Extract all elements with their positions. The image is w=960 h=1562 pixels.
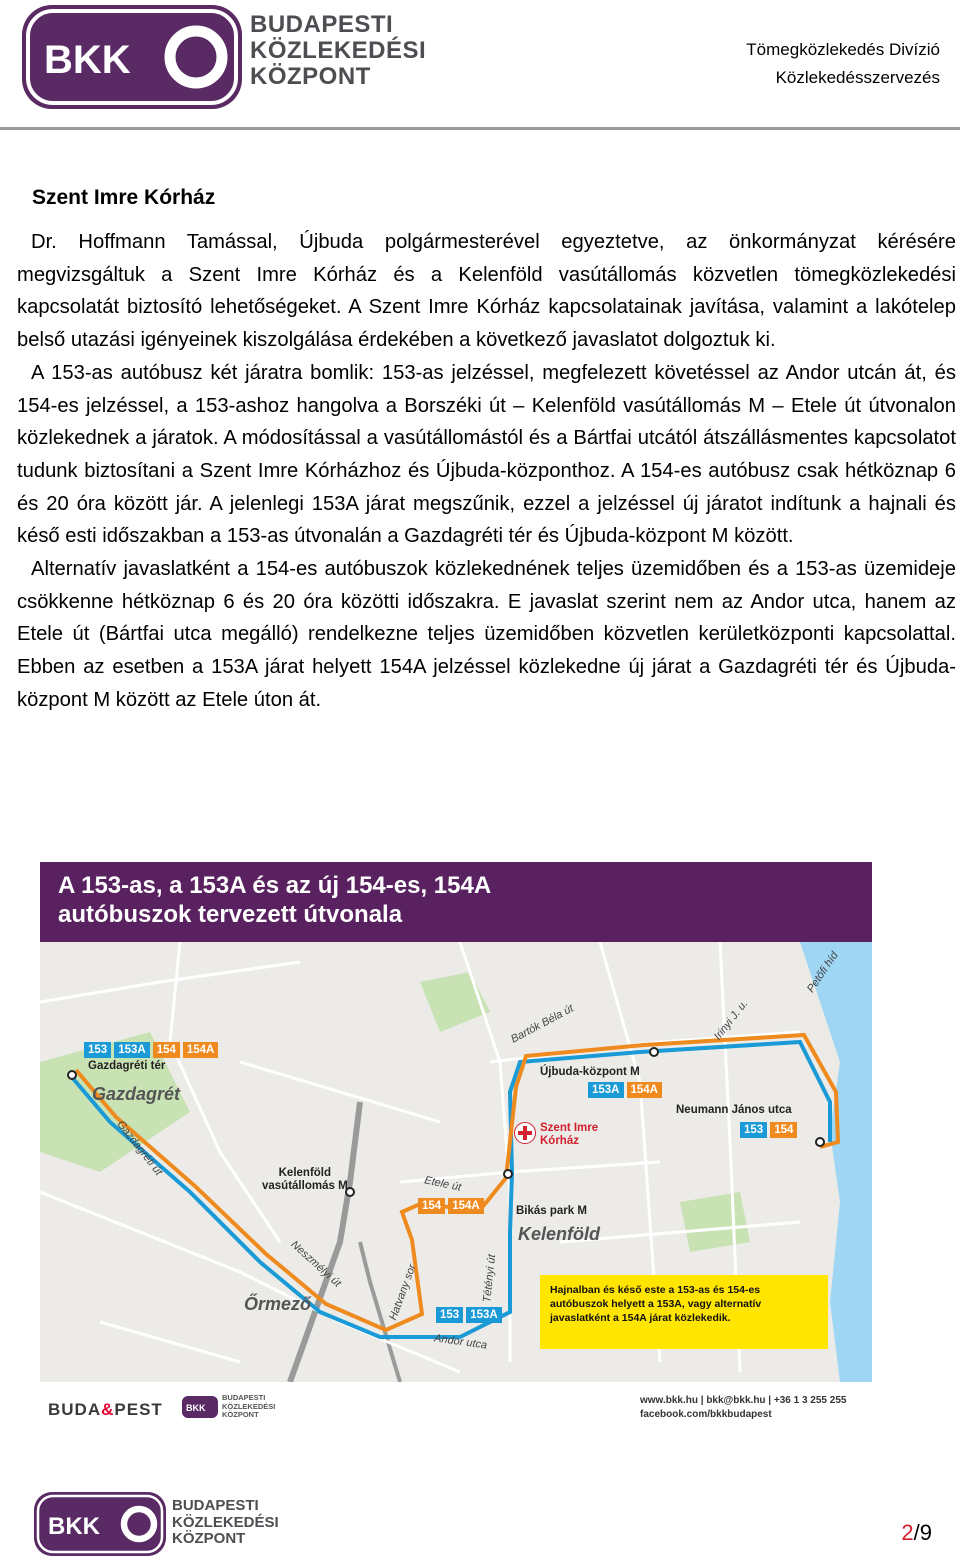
- street-label: Irinyi J. u.: [711, 997, 751, 1043]
- street-label: Gazdagréti út: [114, 1118, 165, 1178]
- street-label: Andor utca: [433, 1332, 488, 1352]
- svg-text:BKK: BKK: [48, 1513, 100, 1540]
- section-heading: Szent Imre Kórház: [32, 186, 216, 209]
- stop-label-neumann: Neumann János utca: [676, 1104, 792, 1116]
- route-badges-ujbuda: 153A 154A: [588, 1082, 662, 1098]
- route-badges-neumann: 153 154: [740, 1122, 797, 1138]
- map-title: A 153-as, a 153A és az új 154-es, 154A autóbuszok tervezett útvonala: [58, 872, 492, 928]
- area-label-gazdagret: Gazdagrét: [92, 1084, 181, 1104]
- bkk-logo-small: [182, 1396, 218, 1418]
- route-badges-andor: 153 153A: [436, 1307, 502, 1323]
- hospital-label: Szent Imre Kórház: [540, 1122, 599, 1147]
- contact-info: www.bkk.hu | bkk@bkk.hu | +36 1 3 255 255 facebook.com/bkkbudapest: [640, 1395, 847, 1420]
- bkk-logo-footer: [34, 1492, 166, 1556]
- park-area: [680, 1192, 750, 1252]
- street-label: Tétényi út: [481, 1253, 499, 1304]
- hospital-icon: [514, 1122, 536, 1144]
- org-name: BUDAPESTI KÖZLEKEDÉSI KÖZPONT: [250, 11, 427, 90]
- street-label: Bartók Béla út: [508, 1002, 576, 1046]
- document-body: [17, 226, 956, 717]
- org-name-small: BUDAPESTI KÖZLEKEDÉSI KÖZPONT: [222, 1393, 276, 1419]
- stop-label-gazdagret: Gazdagréti tér: [88, 1060, 166, 1072]
- stop-label-ujbuda: Újbuda-központ M: [540, 1066, 640, 1078]
- stop-label-bikas: Bikás park M: [516, 1205, 587, 1217]
- route-badges-etele: 154 154A: [418, 1198, 484, 1214]
- bkk-logo: [22, 5, 242, 109]
- paragraph: A 153-as autóbusz két járatra bomlik: 153-as jelzéssel, megfelezett követéssel az Andor utcán át, és 154-es jelzéssel, a 153-ashoz hangolva a Borszéki út – Kelenföld vasútállomás M – Etele út útvonalon közlekednek a járatok. A módosítással a vasútállomástól és a Bártfai utcától átszállásmentes kapcsolatot tudunk biztosítani a Szent Imre Kórházhoz és Újbuda-központhoz. A 154-es autóbusz csak hétköznap 6 és 20 óra között jár. A jelenlegi 153A járat megszűnik, ezzel a jelzéssel új járatot indítunk a hajnali és késő esti időszakban a 153-as útvonalán a Gazdagréti tér és Újbuda-központ M között.: [17, 361, 956, 548]
- svg-text:BKK: BKK: [186, 1403, 206, 1413]
- page-number: 2/9: [901, 1520, 932, 1545]
- route-map: [40, 862, 872, 1440]
- area-label-ormezo: Őrmező: [244, 1294, 312, 1314]
- division-info: Tömegközlekedés Divízió Közlekedésszervezés: [746, 40, 940, 87]
- map-note: Hajnalban és késő este a 153-as és 154-es autóbuszok helyett a 153A, vagy alternatív javaslatként a 154A járat közlekedik.: [540, 1275, 828, 1349]
- paragraph: Alternatív javaslatként a 154-es autóbuszok közlekednének teljes üzemidőben és a 153-as üzemideje csökkenne hétköznap 6 és 20 óra közötti időszakra. E javaslat szerint nem az Andor utca, hanem az Etele út (Bártfai utca megálló) rendelkezne teljes üzemidőben közvetlen kerületközponti kapcsolattal. Ebben az esetben a 153A járat helyett 154A jelzéssel közlekedne új járat a Gazdagréti tér és Újbuda-központ M között az Etele úton át.: [17, 558, 956, 711]
- page-footer: [0, 1480, 960, 1562]
- map-title-bar: [40, 862, 872, 942]
- page-header: [0, 0, 960, 130]
- paragraph: Dr. Hoffmann Tamással, Újbuda polgármesterével egyeztetve, az önkormányzat kérésére megvizsgáltuk a Szent Imre Kórház és a Kelenföld vasútállomás közvetlen tömegközlekedési kapcsolatát biztosító lehetőségeket. A Szent Imre Kórház kapcsolatainak javítása, valamint a lakótelep belső utazási igényeinek kiszolgálása érdekében a következő javaslatot dolgoztuk ki.: [17, 231, 956, 352]
- budapest-logo: BUDA&PEST: [48, 1400, 163, 1419]
- street-label: Hatvany sor: [387, 1262, 419, 1322]
- area-label-kelenfold: Kelenföld: [518, 1224, 601, 1244]
- route-badges-gazdagret: 153 153A 154 154A: [84, 1042, 218, 1058]
- map-canvas: [40, 942, 872, 1382]
- street-label: Petőfi híd: [804, 949, 841, 995]
- map-footer: [40, 1382, 872, 1440]
- org-name-footer: BUDAPESTI KÖZLEKEDÉSI KÖZPONT: [172, 1497, 279, 1547]
- bkk-logo-text: BKK: [44, 38, 131, 82]
- header-divider: [0, 127, 960, 130]
- street-label: Etele út: [423, 1174, 463, 1194]
- street-label: Neszmélyi út: [288, 1238, 344, 1290]
- stop-label-kelenfold: Kelenföld vasútállomás M: [262, 1167, 348, 1192]
